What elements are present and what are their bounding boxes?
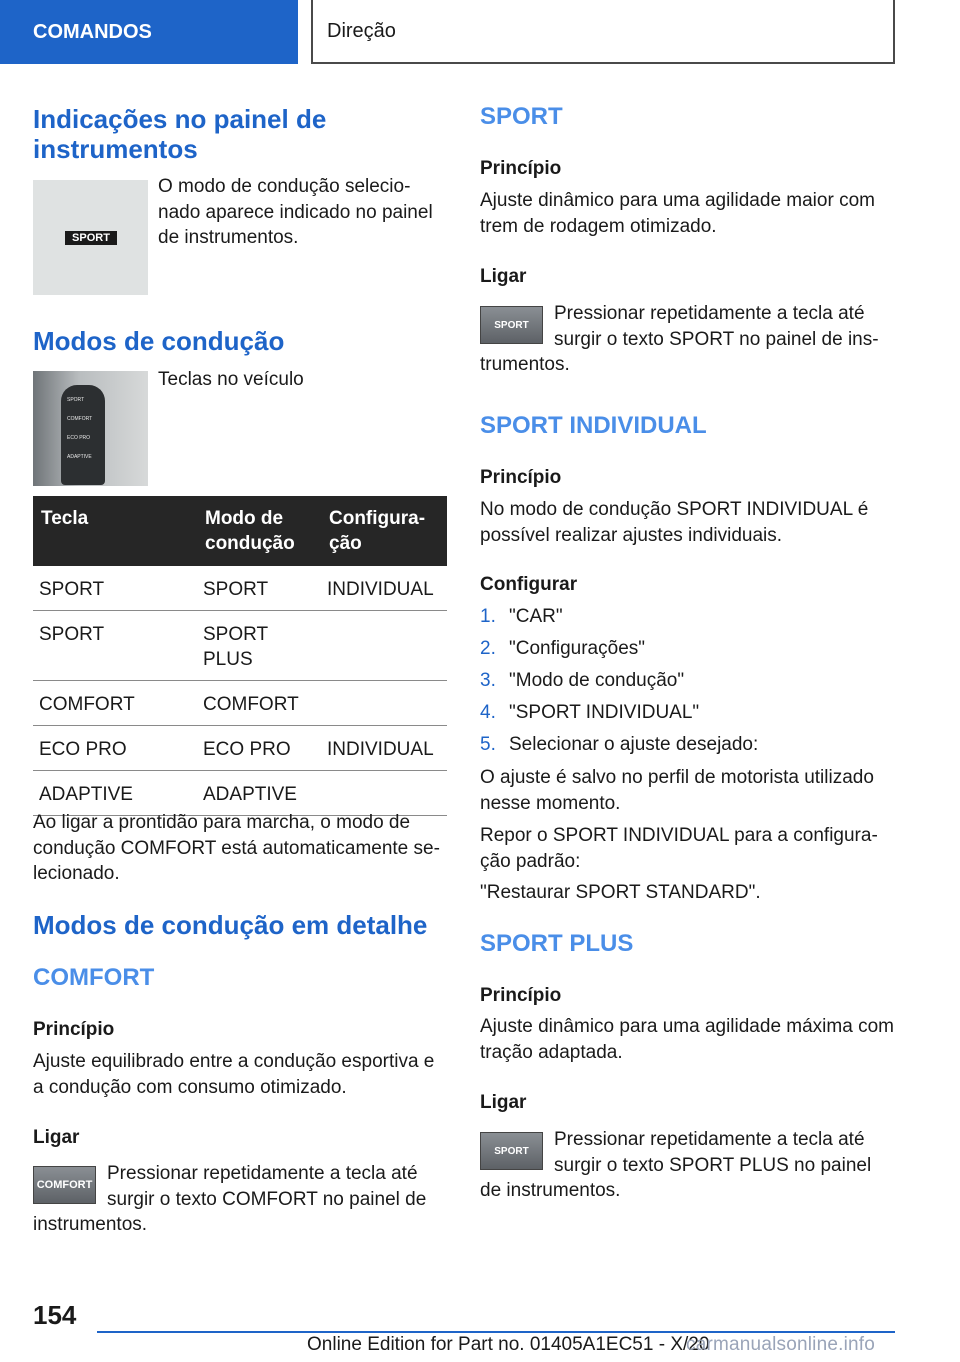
footer-divider [97,1331,895,1333]
table-cell: ADAPTIVE [197,771,321,816]
table-row [33,771,447,816]
table-row [33,681,447,726]
table-cell: ECO PRO [197,726,321,771]
list-item [480,668,758,700]
table-cell: COMFORT [33,681,197,726]
step-number: 2. [480,638,496,659]
sport-ligar-text-b: trumentos. [480,354,570,375]
step-text: "CAR" [509,606,563,627]
watermark: carmanualsonline.info [686,1334,876,1355]
table-header-row [33,496,447,566]
configurar-label: Configurar [480,574,578,595]
comfort-ligar-text-b: instrumentos. [33,1214,148,1235]
step-number: 5. [480,734,496,755]
chapter-tab: Direção [311,0,895,64]
section-tab: COMANDOS [0,0,298,64]
comfort-ligar-label: Ligar [33,1127,80,1148]
table-cell: INDIVIDUAL [321,726,447,771]
plus-principio-label: Princípio [480,985,562,1006]
individual-reset-text: Repor o SPORT INDIVIDUAL para a configura-ção padrão: [480,825,878,872]
table-cell: SPORT [33,611,197,681]
after-table-text: Ao ligar a prontidão para marcha, o modo de condução COMFORT está automaticamente se-lecionado. [33,812,440,884]
comfort-ligar-text-a: Pressionar repetidamente a tecla até surgir o texto COMFORT no painel de [107,1163,427,1210]
table-cell [321,611,447,681]
comfort-principio-text: Ajuste equilibrado entre a condução esportiva e a condução com consumo otimizado. [33,1051,435,1098]
sport-button-icon: SPORT [480,306,543,344]
table-row [33,566,447,611]
configurar-steps [480,604,758,764]
page-number: 154 [33,1300,77,1330]
sport-ligar-text-a: Pressionar repetidamente a tecla até surgir o texto SPORT no painel de ins- [554,303,879,350]
plus-principio-text: Ajuste dinâmico para uma agilidade máxima com tração adaptada. [480,1016,894,1063]
button-label-eco-pro: ECO PRO [67,435,91,441]
plus-ligar-text-b: de instrumentos. [480,1180,621,1201]
step-number: 3. [480,670,496,691]
button-label-adaptive: ADAPTIVE [67,454,92,460]
button-label-comfort: COMFORT [67,416,93,422]
heading-modos: Modos de condução [33,326,285,356]
list-item [480,636,758,668]
driving-modes-table [33,496,447,816]
vehicle-buttons-image [33,371,148,486]
table-cell: SPORT PLUS [197,611,321,681]
table-cell: ECO PRO [33,726,197,771]
heading-sport: SPORT [480,103,563,130]
table-row [33,726,447,771]
table-cell: COMFORT [197,681,321,726]
sport-principio-text: Ajuste dinâmico para uma agilidade maior com trem de rodagem otimizado. [480,190,875,237]
table-cell [321,681,447,726]
edition-text: Online Edition for Part no. 01405A1EC51 - X/20 [307,1334,710,1355]
plus-ligar-text-a: Pressionar repetidamente a tecla até surgir o texto SPORT PLUS no painel [554,1129,872,1176]
table-header: Configura-ção [321,496,447,566]
heading-sport-individual: SPORT INDIVIDUAL [480,412,707,439]
individual-principio-label: Princípio [480,467,562,488]
heading-comfort: COMFORT [33,964,155,991]
comfort-button-icon: COMFORT [33,1166,96,1204]
table-cell [321,771,447,816]
step-number: 4. [480,702,496,723]
step-text: "Modo de condução" [509,670,685,691]
step-number: 1. [480,606,496,627]
indicacoes-text: O modo de condução selecio-nado aparece indicado no painel de instrumentos. [158,176,433,248]
table-header: Modo de condução [197,496,321,566]
table-header: Tecla [33,496,197,566]
table-row [33,611,447,681]
table-cell: ADAPTIVE [33,771,197,816]
comfort-principio-label: Princípio [33,1019,115,1040]
individual-principio-text: No modo de condução SPORT INDIVIDUAL é possível realizar ajustes individuais. [480,499,869,546]
heading-detalhe: Modos de condução em detalhe [33,910,428,940]
table-cell: SPORT [33,566,197,611]
sport-principio-label: Princípio [480,158,562,179]
dashboard-display-image [33,180,148,295]
individual-reset-item: "Restaurar SPORT STANDARD". [480,882,761,903]
table-cell: INDIVIDUAL [321,566,447,611]
heading-sport-plus: SPORT PLUS [480,930,634,957]
step-text: "SPORT INDIVIDUAL" [509,702,700,723]
step-text: Selecionar o ajuste desejado: [509,734,759,755]
plus-button-icon: SPORT [480,1132,543,1170]
heading-indicacoes: Indicações no painel de instrumentos [33,104,327,164]
sport-display-label: SPORT [65,231,117,245]
list-item [480,604,758,636]
sport-ligar-label: Ligar [480,266,527,287]
step-text: "Configurações" [509,638,646,659]
table-cell: SPORT [197,566,321,611]
plus-ligar-label: Ligar [480,1092,527,1113]
button-label-sport: SPORT [67,397,85,403]
individual-saved-text: O ajuste é salvo no perfil de motorista utilizado nesse momento. [480,767,874,814]
list-item [480,732,758,764]
modos-text: Teclas no veículo [158,369,304,390]
list-item [480,700,758,732]
